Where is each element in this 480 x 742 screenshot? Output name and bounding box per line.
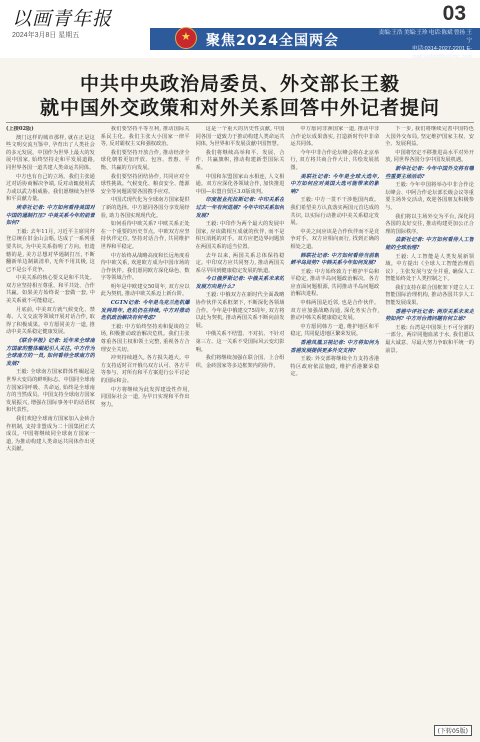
reporter-question: 埃菲社记者: 中方如何看待美国对中国的遏制打压? 中美关系今年的前景如何?: [6, 204, 95, 227]
page-number: 03: [442, 2, 466, 25]
paragraph: 王毅: 人工智能是人类发展新领域。中方提出《全球人工智能治理倡议》, 主张发展与安全并重, 确保人工智能始终处于人类控制之下。: [385, 253, 474, 283]
reporter-question: 美联社记者: 今年是全球大选年, 中方如何应对美国大选可能带来的影响?: [290, 173, 380, 195]
paragraph: 王毅: 去年11月, 习近平主席同拜登总统在旧金山会晤, 达成了一系列重要共识, 为中美关系指明了方向。但遗憾的是, 美方总想对华遏制打压, 不断翻新单边制裁清单, 无所不用其极, 这已不是公平竞争。: [6, 228, 95, 273]
paragraph: 王毅: 中印作为两个最大的发展中国家, 应该做相互成就的伙伴, 而不是相互消耗的对手。双方应把边界问题放在两国关系的适当位置。: [195, 221, 285, 250]
reporter-question: 新华社记者: 今年中国外交将有哪些重要主场活动?: [385, 165, 474, 180]
paragraph: 澳门这样的城市那样, 就在正是这些文明交流互鉴中, 孕育出了人类社会的多元发展。中国作为世界上最大的发展中国家, 始终坚持走和平发展道路, 同世界各国一道共建人类命运共同体。: [6, 134, 95, 171]
headline-line-2: 就中国外交政策和对外关系回答中外记者提问: [39, 97, 440, 119]
paragraph: 王毅: 中方一贯不干涉他国内政。我们希望美方认真落实两国元首达成的共识, 以实际行动推动中美关系稳定发展。: [290, 197, 380, 227]
paragraph: 王毅: 台湾是中国领土不可分割的一部分。两岸同胞血浓于水, 我们愿以最大诚意、尽最大努力争取和平统一的前景。: [385, 324, 474, 354]
paragraph: 中韩两国是近邻, 也是合作伙伴。双方应加强战略沟通, 深化务实合作, 推动中韩关系健康稳定发展。: [290, 300, 380, 322]
headline-line-1: 中共中央政治局委员、外交部长王毅: [79, 73, 400, 95]
reporter-question: 香港凤凰卫视记者: 中方将如何为香港发展提供更多外交支持?: [290, 340, 380, 354]
reporter-question: 香港中评社记者: 两岸关系未来走势如何? 中方对台湾问题有何立场?: [385, 308, 474, 323]
paragraph: 我们将继续加强在联合国、上合组织、金砖国家等多边框架内的协作。: [195, 355, 285, 369]
national-emblem-icon: [175, 27, 197, 49]
paragraph: 去年以来, 两国关系总体保持稳定。中印双方应共同努力, 推动两国关系尽早回到健康稳定发展的轨道。: [195, 252, 285, 274]
paragraph: 王毅: 今年中国将举办中非合作论坛峰会、中阿合作论坛部长级会议等重要主场外交活动, 欢迎各国朋友积极参与。: [385, 182, 474, 211]
editor-credits: 责编:王浩 美编:王珍 电话:陈斌 曾扬 王宁 电话:0314-2027-2201 E-mail:webs@hebtmc.com: [378, 30, 472, 60]
paragraph: 如何看待中欧关系? 中欧关系正处在一个重要的历史节点。中欧双方应坚持伙伴定位, 坚持对话合作, 共同维护世界和平稳定。: [100, 221, 190, 250]
section-title: 聚焦2024全国两会: [206, 33, 339, 49]
paragraph: 我们将继续高举和平、发展、合作、共赢旗帜, 推动构建新型国际关系。: [195, 149, 285, 171]
paragraph: 王毅: 中方始终致力于维护半岛和平稳定, 推动半岛问题政治解决。各方应直面问题根源, 共同推动半岛问题政治解决进程。: [290, 268, 380, 298]
paragraph: 王毅: 中俄双方在新时代全面战略协作伙伴关系框架下, 不断深化各领域合作。今年是中俄建交75周年, 双方将以此为契机, 推动两国关系不断向前发展。: [195, 292, 285, 329]
paragraph: 冲突持续越久, 各方损失越大。中方支持适时召开俄乌双方认可、各方平等参与、对所有和平方案进行公平讨论的国际和会。: [100, 355, 190, 384]
paragraph: 中国和东盟国家山水相连, 人文相通。双方应深化各领域合作, 加快推进中国—东盟自贸区3.0版谈判。: [195, 173, 285, 195]
reporter-question: 法新社记者: 中方如何看待人工智能的全球治理?: [385, 237, 474, 251]
issue-date: 2024年3月8日 星期五: [12, 32, 80, 39]
paragraph: 中方愿同韩方一道, 维护地区和平稳定, 共同促进地区繁荣发展。: [290, 323, 380, 338]
paragraph: 下一步, 我们将继续完善中国特色大国外交布局, 坚定维护国家主权、安全、发展利益。: [385, 126, 474, 148]
paragraph: 中方将继续为此发挥建设性作用, 同国际社会一道, 为早日实现和平作出努力。: [100, 386, 190, 408]
article-body: [6, 126, 474, 734]
paragraph: 明年是中欧建交50周年, 双方应以此为契机, 推动中欧关系迈上新台阶。: [100, 283, 190, 298]
paragraph: 今年中非合作论坛峰会将在北京举行, 双方将共商合作大计, 共绘发展蓝图。: [290, 149, 380, 171]
reporter-question: 《联合早报》记者: 近年来全球南方国家的整体崛起引人关注, 中方作为全球南方的一员, 如何看待全球南方的发展?: [6, 338, 95, 367]
paragraph: 月底前, 中美双方就气候变化、禁毒、人文交流等领域开展对话合作, 取得了积极成果。中方愿同美方一道, 推动中美关系稳定健康发展。: [6, 306, 95, 336]
paragraph: 中俄关系不结盟、不对抗、不针对第三方。这一关系不受国际风云变幻影响。: [195, 331, 285, 353]
star-icon: ★: [181, 30, 191, 43]
column-1: [6, 126, 95, 734]
paragraph: 中国式现代化为全球南方国家提供了新的选择。中方愿同各国分享发展经验, 助力各国实现现代化。: [100, 197, 190, 219]
paragraph: 中美关系的核心要义是和平共处。双方应坚持相互尊重、和平共处、合作共赢。如果美方始终说一套做一套, 中美关系就不可能稳定。: [6, 275, 95, 305]
reporter-question: 今日俄罗斯记者: 中俄关系未来的发展方向是什么?: [195, 276, 285, 290]
newspaper-logo: 以画青年报: [12, 8, 113, 30]
paragraph: 中方也有自己的立场。我们主张通过对话协商解决争端, 反对动辄使用武力或以武力相威胁。我们愿继续为世界和平贡献力量。: [6, 173, 95, 203]
paragraph: 我们要坚持开放合作, 推动经济全球化朝着更加开放、包容、普惠、平衡、共赢的方向发展。: [100, 149, 190, 171]
column-2: [101, 126, 190, 734]
paragraph: 中方愿同非洲国家一道, 推动中非合作论坛成果落实, 打造新时代中非命运共同体。: [290, 126, 380, 148]
reporter-question: 韩联社记者: 中方如何看待当前朝鲜半岛局势? 中韩关系今年如何发展?: [290, 252, 380, 267]
continued-on-page[interactable]: (下转05版): [434, 725, 472, 736]
paragraph: 我们要坚持平等互利, 推动国际关系民主化。我们主张大小国家一律平等, 反对霸权主义和强权政治。: [100, 126, 190, 148]
paragraph: 我们要坚持团结协作, 共同应对全球性挑战。气候变化、粮食安全、能源安全等问题需要各国携手应对。: [100, 173, 190, 195]
paragraph: 我们欢迎全球南方国家加入金砖合作机制, 支持非盟成为二十国集团正式成员。中国将继续同全球南方国家一道, 为推动构建人类命运共同体作出更大贡献。: [6, 415, 95, 453]
paragraph: 中美之间应该是合作伙伴而不是竞争对手。双方应相向而行, 找到正确的相处之道。: [290, 228, 380, 250]
headline: [0, 72, 480, 120]
reporter-question: 印度报业托拉斯记者: 中印关系在过去一年有何进展? 今年中印关系如何发展?: [195, 197, 285, 219]
paragraph: 王毅: 全球南方国家群体性崛起是世界大变局的鲜明标志。中国同全球南方国家同呼吸、共命运, 始终是全球南方的当然成员。中国支持全球南方国家发展振兴, 增强在国际事务中的话语权和代表性。: [6, 369, 95, 414]
masthead: [0, 0, 480, 58]
paragraph: 王毅: 外交部将继续全力支持香港特区政府依法施政, 维护香港繁荣稳定。: [290, 356, 380, 378]
column-3: [196, 126, 285, 734]
paragraph: 我们将以主场外交为平台, 深化同各国的友好交往, 推动构建更加公正合理的国际秩序。: [385, 213, 474, 235]
column-5: [385, 126, 474, 734]
paragraph: 王毅: 中方始终坚持劝和促谈的立场, 积极推动政治解决危机。我们主张尊重各国主权和领土完整, 重视各方合理安全关切。: [100, 323, 190, 353]
paragraph: 中方始终从战略高度和长远角度看待中欧关系, 欢迎欧方成为中国市场的合作伙伴。我们愿同欧方深化绿色、数字等领域合作。: [100, 252, 190, 282]
paragraph: 中国将坚定不移推进高水平对外开放, 同世界各国分享中国发展机遇。: [385, 149, 474, 164]
reporter-question: CGTN记者: 今年是乌克兰危机爆发两周年, 危机仍在持续, 中方对推动危机政治解决有何考虑?: [100, 300, 190, 322]
column-4: [290, 126, 379, 734]
paragraph: 这是一个重大的历史性贡献, 中国同各国一道致力于推动构建人类命运共同体, 为世界和平发展贡献中国智慧。: [195, 126, 285, 148]
divider: [6, 122, 474, 123]
continued-from: (上接02版): [6, 126, 34, 132]
paragraph: 我们支持在联合国框架下建立人工智能国际治理机构, 推动各国共享人工智能发展成果。: [385, 284, 474, 307]
